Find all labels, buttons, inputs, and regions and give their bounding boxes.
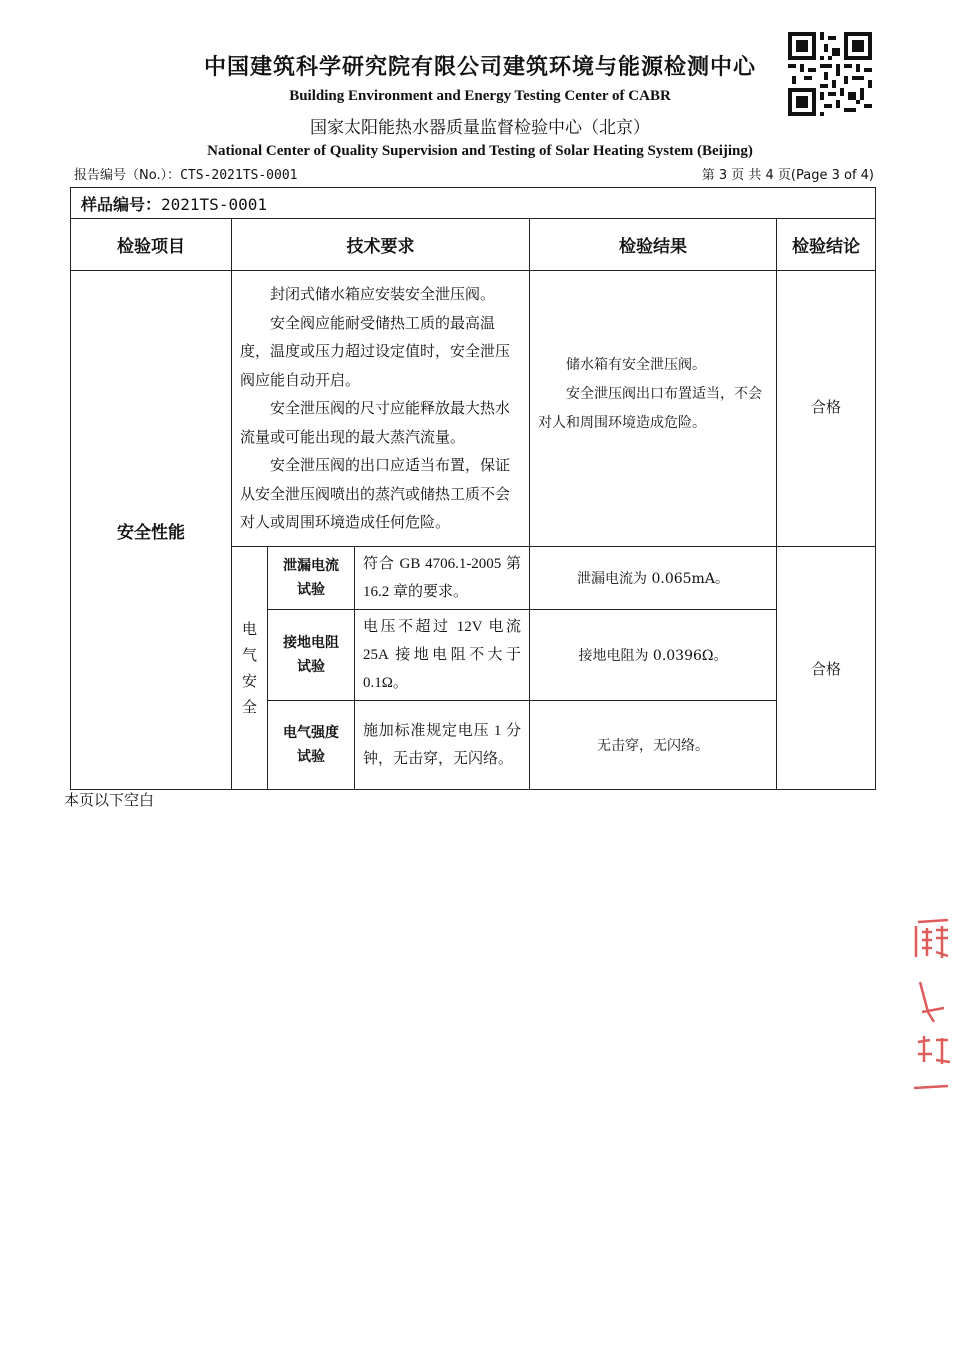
requirement-paragraph: 安全泄压阀的出口应适当布置，保证从安全泄压阀喷出的蒸汽或储热工质不会对人或周围环境造成任何危险。	[240, 456, 511, 532]
result-line: 储水箱有安全泄压阀。	[566, 357, 706, 373]
header-item: 检验项目	[71, 219, 232, 271]
test-item	[268, 547, 355, 610]
electrical-safety-label: 电气安全	[242, 620, 258, 716]
test-result: 无击穿，无闪络。	[530, 701, 777, 790]
test-item	[268, 610, 355, 701]
requirement-paragraph: 封闭式储水箱应安装安全泄压阀。	[270, 285, 496, 304]
page-indicator: 第 3 页 共 4 页(Page 3 of 4)	[701, 168, 874, 183]
table-header-row	[71, 219, 876, 271]
electrical-conclusion: 合格	[777, 547, 876, 790]
test-item-label: 泄漏电流试验	[283, 558, 339, 598]
requirement-paragraph: 安全阀应能耐受储热工质的最高温度，温度或压力超过设定值时，安全泄压阀应能自动开启。	[240, 313, 511, 389]
header-conclusion: 检验结论	[777, 219, 876, 271]
org-title-cn: 中国建筑科学研究院有限公司建筑环境与能源检测中心	[203, 55, 756, 80]
qr-code-icon	[788, 32, 872, 116]
valve-conclusion: 合格	[777, 271, 876, 547]
report-number-value: CTS-2021TS-0001	[180, 168, 298, 183]
requirement-paragraph: 安全泄压阀的尺寸应能释放最大热水流量或可能出现的最大蒸汽流量。	[240, 399, 511, 446]
valve-result	[530, 271, 777, 547]
org-title-en: Building Environment and Energy Testing Center of CABR	[289, 88, 671, 104]
blank-below-note: 本页以下空白	[64, 791, 155, 809]
test-result: 泄漏电流为 0.065mA。	[530, 547, 777, 610]
test-item-label: 电气强度试验	[283, 725, 339, 765]
test-requirement: 施加标准规定电压 1 分钟，无击穿，无闪络。	[355, 701, 530, 790]
header-result: 检验结果	[530, 219, 777, 271]
header-requirement: 技术要求	[232, 219, 530, 271]
test-result: 接地电阻为 0.0396Ω。	[530, 610, 777, 701]
sample-number-value: 2021TS-0001	[161, 194, 267, 214]
electrical-safety-group	[232, 547, 268, 790]
center-title-cn: 国家太阳能热水器质量监督检验中心（北京）	[310, 118, 650, 138]
seal-stamp-icon	[908, 912, 952, 1102]
test-requirement: 电压不超过 12V 电流 25A 接地电阻不大于 0.1Ω。	[355, 610, 530, 701]
center-title-en: National Center of Quality Supervision and Testing of Solar Heating System (Beijing)	[207, 143, 753, 159]
test-item	[268, 701, 355, 790]
sample-number-row	[71, 188, 876, 219]
table-row	[71, 271, 876, 547]
inspection-table	[70, 187, 876, 790]
valve-requirements	[232, 271, 530, 547]
result-line: 安全泄压阀出口布置适当，不会对人和周围环境造成危险。	[538, 386, 762, 431]
report-number-label: 报告编号（No.）：	[74, 168, 181, 183]
test-item-label: 接地电阻试验	[283, 635, 339, 675]
category-cell: 安全性能	[71, 271, 232, 790]
report-number	[74, 164, 298, 183]
test-requirement: 符合 GB 4706.1-2005 第 16.2 章的要求。	[355, 547, 530, 610]
sample-number-label: 样品编号：	[81, 194, 162, 214]
